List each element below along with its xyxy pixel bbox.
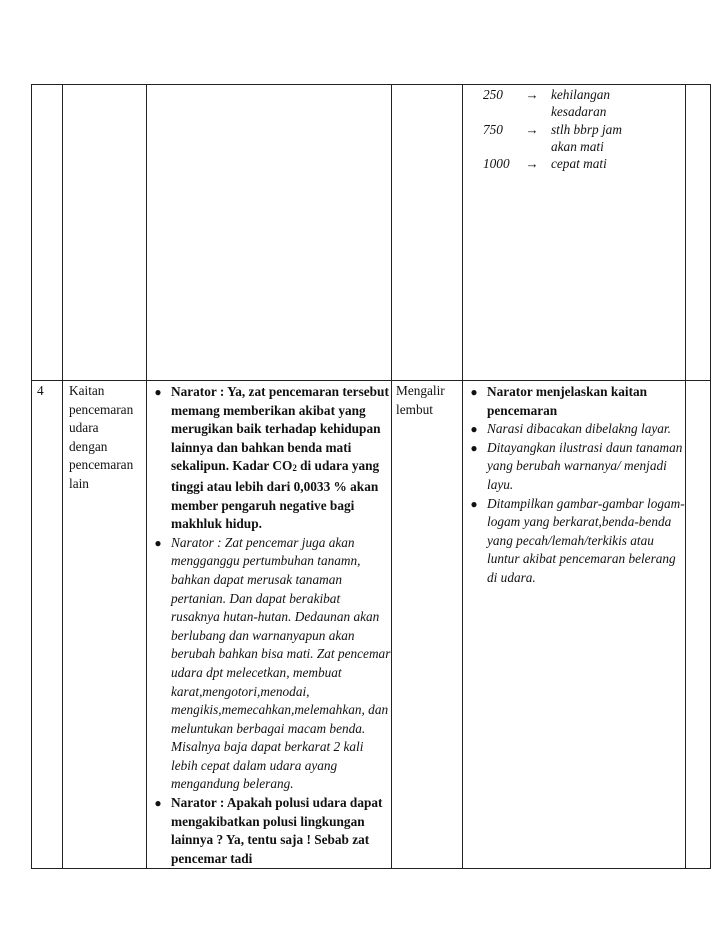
notes-cell: [686, 85, 711, 381]
number-cell: [32, 85, 63, 381]
narration-cell: [147, 381, 392, 869]
visual-list: [463, 383, 685, 588]
bullet-icon: ●: [154, 796, 162, 811]
topic-cell: [63, 85, 147, 381]
bullet-icon: ●: [470, 496, 478, 511]
notes-cell: [686, 381, 711, 869]
ppm-value: 750: [483, 121, 503, 137]
ppm-effect-row: [483, 121, 685, 156]
bullet-icon: ●: [470, 422, 478, 437]
narration-cell: [147, 85, 392, 381]
arrow-icon: →: [525, 87, 539, 102]
table-row: [32, 381, 711, 869]
bullet-icon: ●: [470, 440, 478, 455]
music-cell: Mengalir lembut: [392, 381, 463, 869]
ppm-effect-row: [483, 86, 685, 121]
visual-cell: [463, 381, 686, 869]
ppm-effect: kehilangan kesadaran: [551, 87, 611, 120]
list-item: ● Narasi dibacakan dibelakng layar.: [463, 420, 685, 439]
row-number: 4: [32, 381, 63, 869]
topic-cell: Kaitan pencemaran udara dengan pencemaran lain: [63, 381, 147, 869]
list-item: ● Narator menjelaskan kaitan pencemaran: [463, 383, 685, 420]
list-item: ● Narator : Ya, zat pencemaran tersebut memang memberikan akibat yang merugikan baik terhadap kehidupan lainnya dan bahkan benda mati sekalipun. Kadar $CO_2$ di udara yang tinggi atau lebih dari 0,0033 % akan member pengaruh negative bagi makhluk hidup.: [147, 383, 391, 534]
list-item: ● Ditampilkan gambar-gambar logam-logam yang berkarat,benda-benda yang pecah/lemah/terkikis atau luntur akibat pencemaran belerang di udara.: [463, 495, 685, 588]
arrow-icon: →: [525, 121, 539, 137]
bullet-icon: ●: [154, 535, 162, 550]
bullet-icon: ●: [154, 385, 162, 399]
ppm-effect: cepat mati: [551, 156, 607, 172]
narration-list: [147, 383, 391, 868]
arrow-icon: →: [525, 156, 539, 172]
bullet-icon: ●: [470, 385, 478, 399]
ppm-effect-row: [483, 155, 685, 174]
list-item: ● Ditayangkan ilustrasi daun tanaman yang berubah warnanya/ menjadi layu.: [463, 439, 685, 495]
list-item: ● Narator : Apakah polusi udara dapat mengakibatkan polusi lingkungan lainnya ? Ya, tentu saja ! Sebab zat pencemar tadi: [147, 794, 391, 868]
ppm-effects-cell: [463, 85, 686, 381]
table-row: [32, 85, 711, 381]
list-item: ● Narator : Zat pencemar juga akan mengganggu pertumbuhan tanamn, bahkan dapat merusak tanaman pertanian. Dan dapat berakibat rusaknya hutan-hutan. Dedaunan akan berlubang dan warnanyapun akan berubah bahkan bisa mati. Zat pencemar udara dpt melecetkan, membuat karat,mengotori,menodai, mengikis,memecahkan,melemahkan, dan meluntukan berbagai macam benda. Misalnya baja dapat berkarat 2 kali lebih cepat dalam udara ayang mengandung belerang.: [147, 534, 391, 794]
ppm-value: 250: [483, 87, 503, 102]
script-table: [31, 84, 711, 869]
music-cell: [392, 85, 463, 381]
ppm-effect: stlh bbrp jam akan mati: [551, 121, 622, 154]
ppm-value: 1000: [483, 156, 510, 172]
